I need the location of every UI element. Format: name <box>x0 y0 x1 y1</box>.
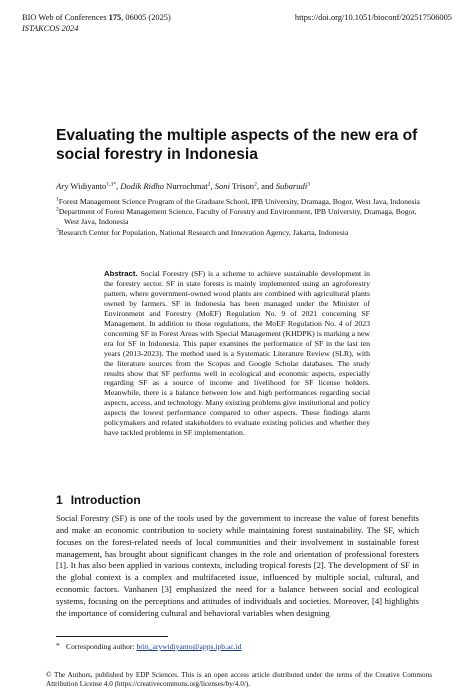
conference-name: ISTAKCOS 2024 <box>22 24 79 33</box>
affiliation-list <box>56 197 424 238</box>
author-2: Dodik Ridho Nurrochmat$^2$, <box>120 181 215 191</box>
intro-paragraph: Social Forestry (SF) is one of the tools used by the government to increase the value of forest benefits and make an economic contribution to society while maintaining forest sustainability. The SF, which focuses on the forest-related needs of local communities and their involvement in sustainable forest management, has brought about significant changes in the role and orientation of professional foresters [1]. It has also been applied in various contexts, including tropical forests [2]. The development of SF in the global context is a complex and multifaceted issue, influenced by multiple social, cultural, and economic factors. Vanhanen [3] emphasized the need for a balance between social and ecological systems, focusing on the perceptions and attitudes of individuals and societies. Moreover, [4] highlights the importance of considering cultural and behavioral variables when designing <box>56 513 419 618</box>
paper-title: Evaluating the multiple aspects of the new era of social forestry in Indonesia <box>56 127 418 163</box>
license-notice: © The Authors, published by EDP Sciences. This is an open access article distributed under the terms of the Creative Commons Attribution License 4.0 (https://creativecommons.org/licenses/by/4.0/). <box>46 671 432 689</box>
abstract <box>104 269 370 438</box>
section-number: 1 <box>56 493 63 507</box>
abstract-text: Social Forestry (SF) is a scheme to achieve sustainable development in the forestry sector. SF in state forests is mainly implemented using an agroforestry pattern, where government-owned wood plants are combined with agricultural plants owned by farmers. SF in Indonesia has been managed under the Minister of Environment and Forestry (MoEF) Regulation No. 9 of 2021 concerning SF Management. In addition to those regulations, the MoEF Regulation No. 4 of 2023 concerning SF in Forest Areas with Special Management (KHDPK) is marking a new era for SF in Indonesia. This paper examines the performance of SF in the last ten years (2013-2023). The method used is a Systematic Literature Review (SLR), with the literature sources from the Scopus and Google Scholar databases. The study results show that SF performs well in ecological and economic aspects, especially regarding SF as a source of income and livelihood for SF license holders. Meanwhile, there is a balance between low and high performances regarding social aspects, access, and technology. Many existing problems give institutional and policy aspects the lowest performance compared to other aspects. These findings alarm policymakers and related stakeholders to evaluate existing policies and whether they have tackled problems in SF implementation. <box>104 269 370 438</box>
abstract-label: Abstract. <box>104 269 138 278</box>
author-4: Subarudi$^3$ <box>275 181 310 191</box>
footnote-rule <box>56 636 168 637</box>
author-list <box>56 181 436 192</box>
footnote <box>56 641 426 652</box>
footnote-mark: * <box>56 641 60 650</box>
author-3: Soni Trison$^2$, and <box>214 181 276 191</box>
section-heading <box>56 493 141 507</box>
affiliation-item: $^2$Department of Forest Management Science, Faculty of Forestry and Environment, IPB University, Dramaga, Bogor, West Java, Indonesia <box>56 206 417 227</box>
doi-link[interactable]: https://doi.org/10.1051/bioconf/202517506005 <box>294 13 452 22</box>
journal-citation <box>22 12 171 23</box>
affiliation-item: $^1$Forest Management Science Program of the Graduate School, IPB University, Dramaga, Bogor, West Java, Indonesia <box>56 196 420 206</box>
author-1: Ary Widiyanto$^{1,3*}$, <box>56 181 121 191</box>
journal-article: , 06005 (2025) <box>121 13 171 22</box>
journal-name: BIO Web of Conferences <box>22 13 109 22</box>
journal-volume: 175 <box>108 13 122 22</box>
section-title: Introduction <box>70 493 141 507</box>
author-email-link[interactable]: brin_arywidiyanto@apps.ipb.ac.id <box>136 642 242 651</box>
footnote-label: Corresponding author: <box>66 642 137 651</box>
affiliation-item: $^3$Research Center for Population, National Research and Innovation Agency, Jakarta, Indonesia <box>56 227 349 237</box>
